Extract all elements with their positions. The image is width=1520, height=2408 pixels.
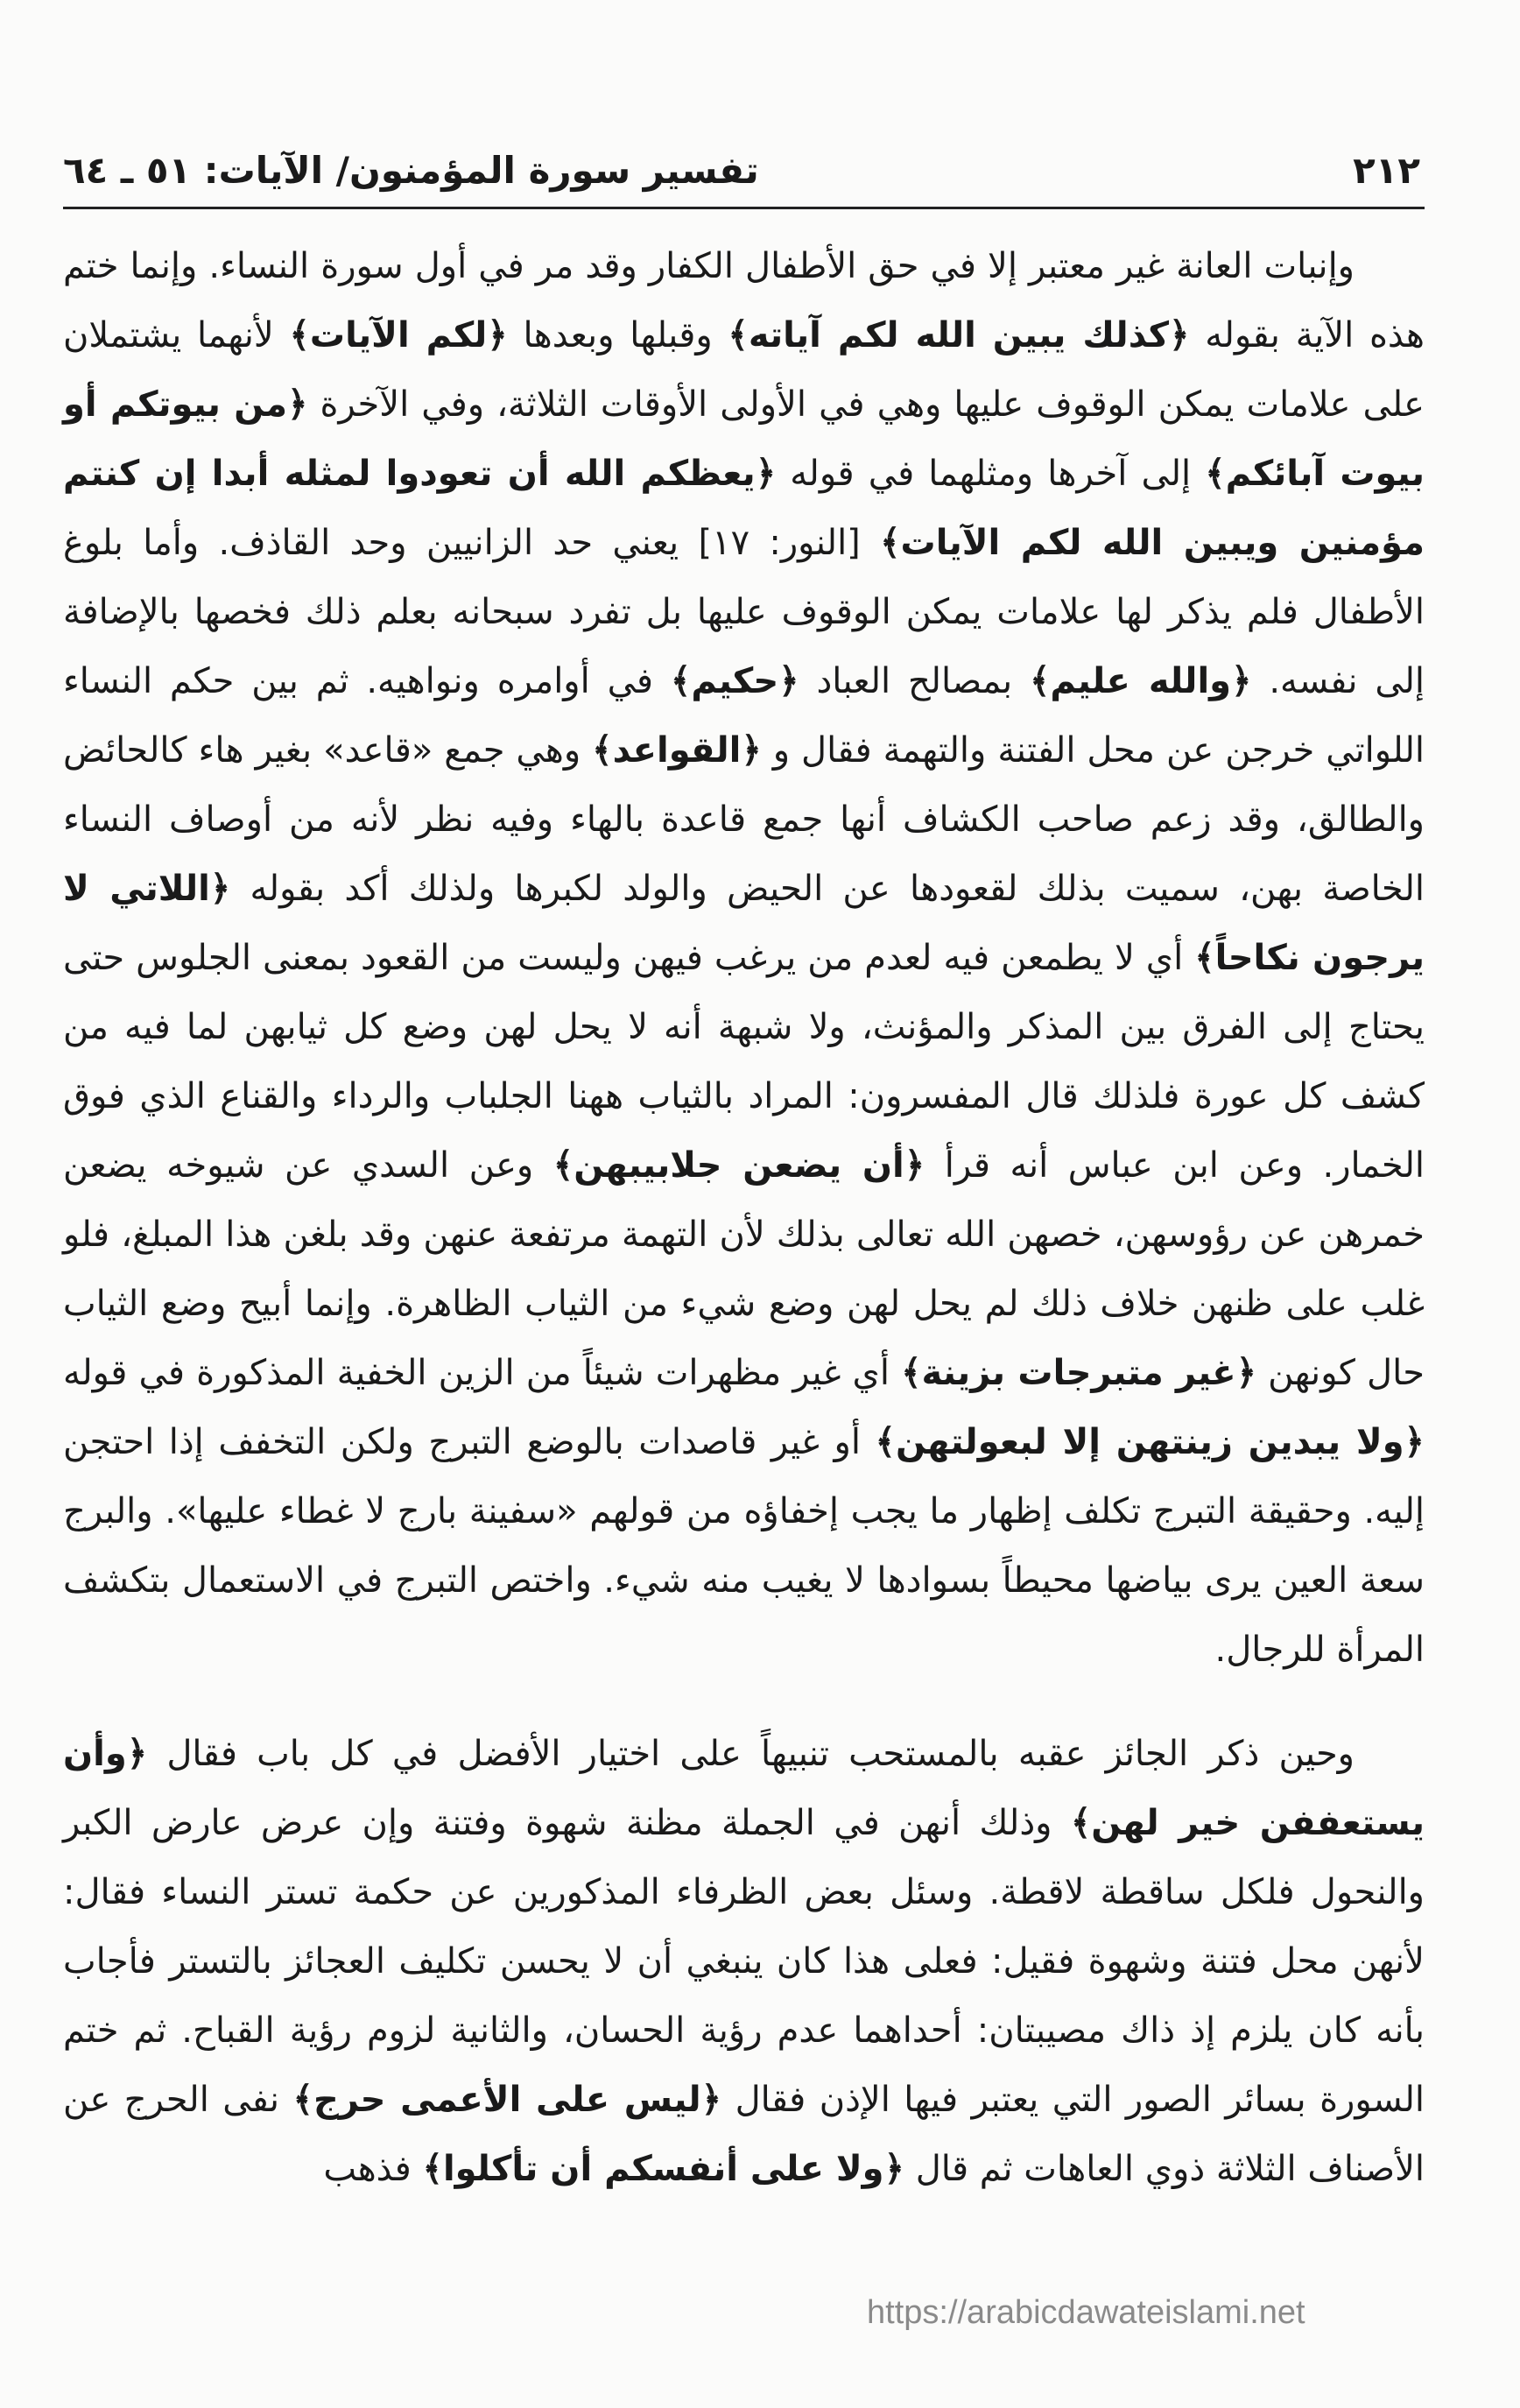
- quran-quote: ﴿يعظكم الله أن تعودوا لمثله أبدا إن كنتم مؤمنين ويبين الله لكم الآيات﴾: [63, 454, 1425, 563]
- text-segment: وإنبات العانة غير معتبر إلا في حق الأطفال الكفار وقد مر في أول سورة النساء. وإنما ختم هذه الآية بقوله: [63, 246, 1425, 356]
- text-segment: بمصالح العباد: [799, 661, 1030, 701]
- main-text: [63, 232, 1425, 2204]
- quran-quote: ﴿ليس على الأعمى حرج﴾: [292, 2080, 722, 2120]
- text-segment: نفى الحرج عن الأصناف الثلاثة ذوي العاهات ثم قال: [63, 2080, 1425, 2189]
- page-number: ٢١٢: [1353, 149, 1420, 192]
- text-segment: أي لا يطمعن فيه لعدم من يرغب فيهن وليست من القعود بمعنى الجلوس حتى يحتاج إلى الفرق بين المذكر والمؤنث، ولا شبهة أنه لا يحل لهن وضع كل ثيابهن لما فيه من كشف كل عورة فلذلك قال المفسرون: المراد بالثياب ههنا الجلباب والرداء والقناع الذي فوق الخمار. وعن ابن عباس أنه قرأ: [63, 938, 1425, 1186]
- text-segment: أو غير قاصدات بالوضع التبرج ولكن التخفف إذا احتجن إليه. وحقيقة التبرج تكلف إظهار ما يجب إخفاؤه من قولهم «سفينة بارج لا غطاء عليها». والبرج سعة العين يرى بياضها محيطاً بسوادها لا يغيب منه شيء. واختص التبرج في الاستعمال بتكشف المرأة للرجال.: [63, 1422, 1425, 1670]
- page-header: [63, 149, 1420, 200]
- text-segment: وهي جمع «قاعد» بغير هاء كالحائض والطالق، وقد زعم صاحب الكشاف أنها جمع قاعدة بالهاء وفيه نظر لأنه من أوصاف النساء الخاصة بهن، سميت بذلك لقعودها عن الحيض والولد لكبرها ولذلك أكد بقوله: [63, 730, 1425, 909]
- quran-quote: ﴿ولا على أنفسكم أن تأكلوا﴾: [422, 2149, 904, 2189]
- text-segment: في أوامره ونواهيه. ثم بين حكم النساء اللواتي خرجن عن محل الفتنة والتهمة فقال و: [63, 661, 1425, 771]
- text-segment: فذهب: [323, 2149, 423, 2189]
- text-segment: أي غير مظهرات شيئاً من الزين الخفية المذكورة في قوله: [63, 1353, 902, 1393]
- running-title: تفسير سورة المؤمنون/ الآيات: ٥١ ـ ٦٤: [63, 149, 759, 192]
- quran-quote: ﴿وأن يستعففن خير لهن﴾: [63, 1734, 1425, 1843]
- quran-quote: ﴿غير متبرجات بزينة﴾: [901, 1353, 1257, 1393]
- text-segment: إلى آخرها ومثلهما في قوله: [776, 454, 1206, 494]
- text-segment: وحين ذكر الجائز عقبه بالمستحب تنبيهاً على اختيار الأفضل في كل باب فقال: [147, 1734, 1355, 1774]
- quran-quote: ﴿القواعد﴾: [592, 730, 762, 771]
- text-segment: لأنهما يشتملان على علامات يمكن الوقوف عليها وهي في الأولى الأوقات الثلاثة، وفي الآخرة: [63, 315, 1425, 425]
- quran-quote: ﴿من بيوتكم أو بيوت آبائكم﴾: [63, 384, 1425, 494]
- text-segment: وذلك أنهن في الجملة مظنة شهوة وفتنة وإن عرض عارض الكبر والنحول فلكل ساقطة لاقطة. وسئل بعض الظرفاء المذكورين عن حكمة تستر النساء فقال: لأنهن محل فتنة وشهوة فقيل: فعلى هذا كان ينبغي أن لا يحسن تكليف العجائز بالتستر فأجاب بأنه كان يلزم إذ ذاك مصيبتان: أحداهما عدم رؤية الحسان، والثانية لزوم رؤية القباح. ثم ختم السورة بسائر الصور التي يعتبر فيها الإذن فقال: [63, 1803, 1425, 2120]
- text-segment: وقبلها وبعدها: [507, 315, 728, 356]
- quran-quote: ﴿أن يضعن جلابيبهن﴾: [552, 1145, 925, 1186]
- text-segment: وعن السدي عن شيوخه يضعن خمرهن عن رؤوسهن، خصهن الله تعالى بذلك لأن التهمة مرتفعة عنهن وقد بلغن هذا المبلغ، فلو غلب على ظنهن خلاف ذلك لم يحل لهن وضع شيء من الثياب الظاهرة. وإنما أبيح وضع الثياب حال كونهن: [63, 1145, 1425, 1393]
- quran-quote: ﴿كذلك يبين الله لكم آياته﴾: [728, 315, 1190, 356]
- quran-quote: ﴿ولا يبدين زينتهن إلا لبعولتهن﴾: [875, 1422, 1425, 1462]
- quran-quote: ﴿والله عليم﴾: [1029, 661, 1252, 701]
- text-segment: [النور: ١٧] يعني حد الزانيين وحد القاذف. وأما بلوغ الأطفال فلم يذكر لها علامات يمكن الوقوف عليها بل تفرد سبحانه بعلم ذلك فخصها بالإضافة إلى نفسه.: [63, 523, 1425, 701]
- quran-quote: ﴿لكم الآيات﴾: [289, 315, 508, 356]
- header-divider: [63, 207, 1425, 209]
- watermark-url: https://arabicdawateislami.net: [867, 2294, 1305, 2331]
- paragraph-1: [63, 232, 1425, 1685]
- quran-quote: ﴿حكيم﴾: [670, 661, 799, 701]
- quran-quote: ﴿اللاتي لا يرجون نكاحاً﴾: [63, 869, 1425, 978]
- paragraph-2: [63, 1720, 1425, 2204]
